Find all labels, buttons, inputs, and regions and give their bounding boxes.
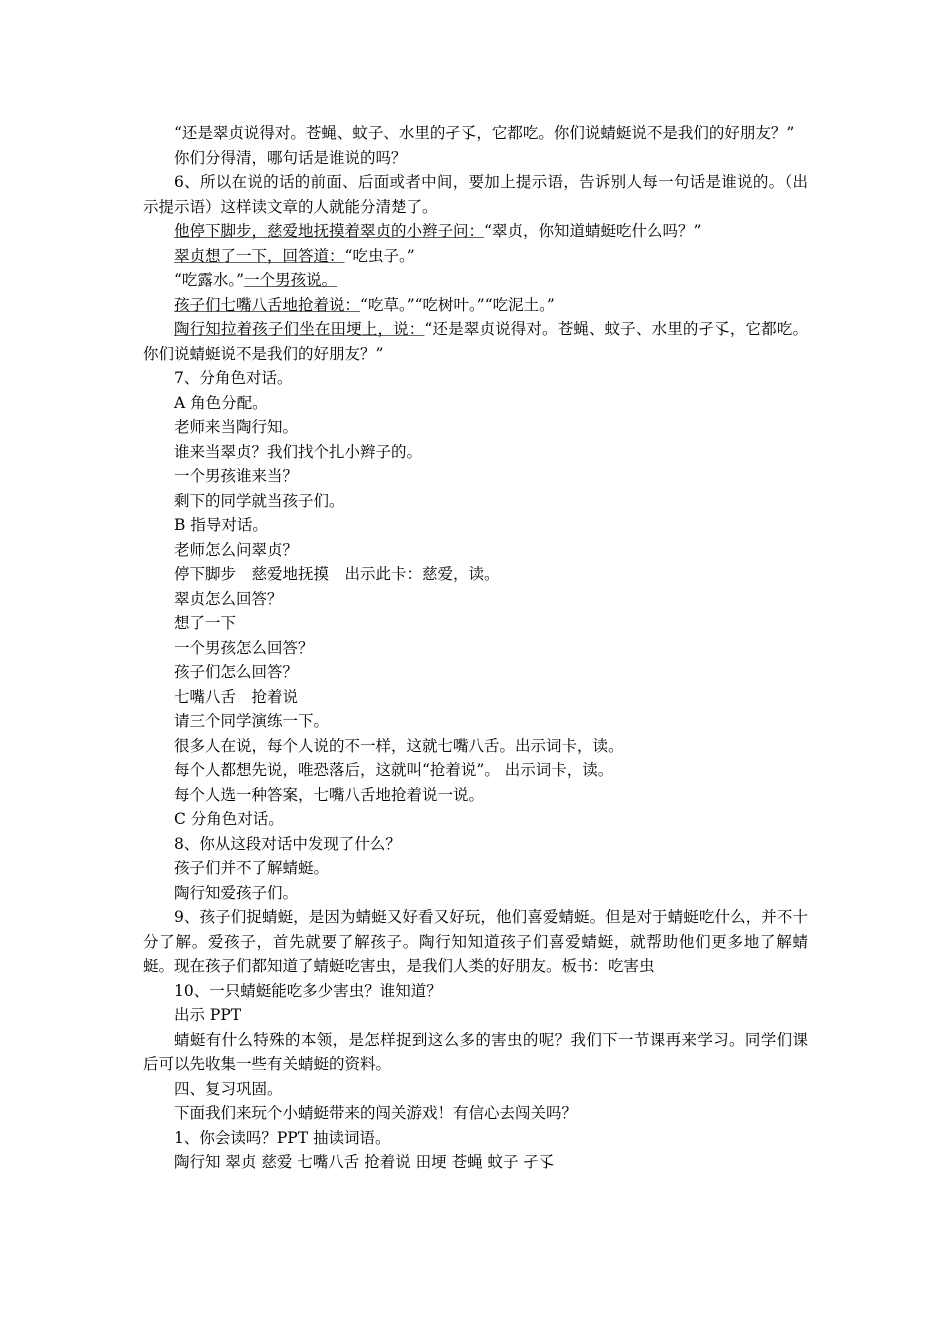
paragraph: 四、复习巩固。 [174,1079,283,1098]
paragraph: 出示 PPT [174,1006,242,1024]
prompt-cue: 他停下脚步，慈爱地抚摸着翠贞的小辫子问： [174,222,485,240]
paragraph: 七嘴八舌 抢着说 [174,687,299,706]
prompt-cue: 翠贞想了一下，回答道： [174,246,345,265]
paragraph: 10、一只蜻蜓能吃多少害虫？谁知道？ [174,981,442,1000]
prompt-cue: 一个男孩说。 [244,271,338,289]
paragraph: 6、所以在说的话的前面、后面或者中间，要加上提示语，告诉别人每一句话是谁说的。（出示提示语）这样读文章的人就能分清楚了。 [143,173,808,216]
dialogue-line [143,317,808,366]
paragraph: 9、孩子们捉蜻蜓，是因为蜻蜓又好看又好玩，他们喜爱蜻蜓。但是对于蜻蜓吃什么，并不十分了解。爱孩子，首先就要了解孩子。陶行知知道孩子们喜爱蜻蜓，就帮助他们更多地了解蜻蜓。现在孩子们都知道了蜻蜓吃害虫，是我们人类的好朋友。板书：吃害虫 [143,908,808,975]
paragraph: “还是翠贞说得对。苍蝇、蚊子、水里的孑孓，它都吃。你们说蜻蜓说不是我们的好朋友？” [174,124,795,142]
paragraph: 1、你会读吗？PPT 抽读词语。 [174,1128,391,1147]
prompt-cue: 孩子们七嘴八舌地抢着说： [174,295,361,314]
dialogue-line [143,244,808,269]
lesson-steps [143,366,808,1175]
paragraph: 孩子们并不了解蜻蜓。 [174,859,330,877]
paragraph: 每个人都想先说，唯恐落后，这就叫“抢着说”。 出示词卡，读。 [174,761,614,779]
paragraph: C 分角色对话。 [174,810,284,828]
paragraph: 谁来当翠贞？我们找个扎小辫子的。 [174,442,423,461]
paragraph: 停下脚步 慈爱地抚摸 出示此卡：慈爱，读。 [174,565,500,583]
paragraph: B 指导对话。 [174,516,268,534]
prompt-cue: 陶行知拉着孩子们坐在田埂上，说： [174,320,425,338]
speech: “翠贞，你知道蜻蜓吃什么吗？” [484,222,702,240]
paragraph: 8、你从这段对话中发现了什么？ [174,834,401,853]
paragraph: 老师来当陶行知。 [174,418,299,436]
paragraph: 翠贞怎么回答？ [174,589,283,608]
paragraph: 7、分角色对话。 [174,369,293,387]
paragraph: 每个人选一种答案，七嘴八舌地抢着说一说。 [174,785,485,804]
paragraph: 陶行知爱孩子们。 [174,883,299,902]
paragraph: 蜻蜓有什么特殊的本领，是怎样捉到这么多的害虫的呢？我们下一节课再来学习。同学们课后可以先收集一些有关蜻蜓的资料。 [143,1030,808,1073]
paragraph: 想了一下 [174,614,237,632]
paragraph: 很多人在说，每个人说的不一样，这就七嘴八舌。出示词卡，读。 [174,736,624,755]
paragraph: 下面我们来玩个小蜻蜓带来的闯关游戏！有信心去闯关吗？ [174,1104,578,1122]
paragraph: 老师怎么问翠贞？ [174,540,299,559]
speech: “吃虫子。” [344,246,415,265]
paragraph: 剩下的同学就当孩子们。 [174,491,345,510]
paragraph: 陶行知 翠贞 慈爱 七嘴八舌 抢着说 田埂 苍蝇 蚊子 孑孓 [174,1153,555,1171]
paragraph: 一个男孩怎么回答？ [174,638,314,657]
speech: “还是翠贞说得对。苍蝇、蚊子、水里的孑孓，它都吃。你们说蜻蜓说不是我们的好朋友？” [143,320,808,363]
document-page [143,121,808,1175]
dialogue-line [143,293,808,318]
dialogue-line [143,219,808,244]
paragraph: 孩子们怎么回答？ [174,663,299,681]
speech: “吃露水。” [174,271,245,289]
paragraph: A 角色分配。 [174,393,268,412]
paragraph: 你们分得清，哪句话是谁说的吗？ [174,148,407,167]
dialogue-line [143,268,808,293]
speech: “吃草。”“吃树叶。”“吃泥土。” [360,295,555,314]
paragraph: 请三个同学演练一下。 [174,712,330,730]
paragraph: 一个男孩谁来当？ [174,467,299,485]
